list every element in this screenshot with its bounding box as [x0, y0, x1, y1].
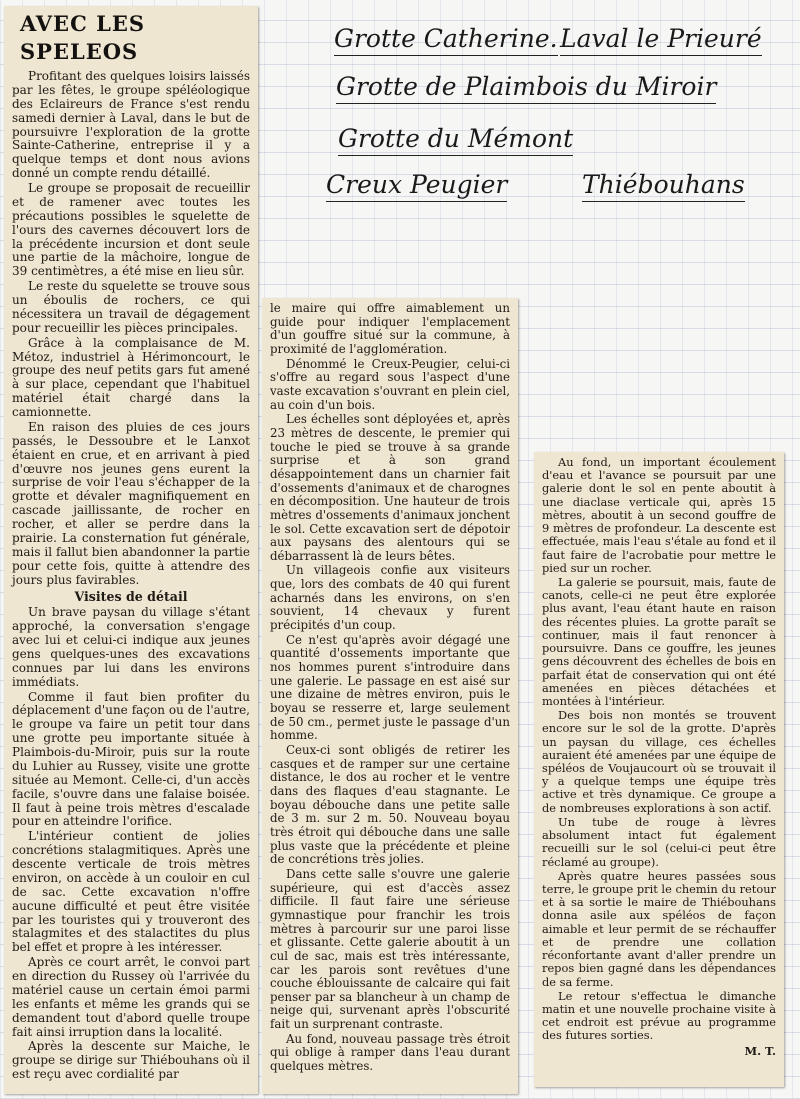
- author-signature: M. T.: [744, 1043, 776, 1058]
- handwritten-cave-1: Grotte Catherine.: [334, 24, 558, 56]
- section-subheading: Visites de détail: [74, 589, 188, 605]
- paragraph: Un villageois confie aux visiteurs que, lors des combats de 40 qui furent acharnés dans les environs, on s'en souvient, 14 chevaux y furent précipités d'un coup.: [270, 563, 510, 633]
- article-title: AVEC LES SPELEOS: [20, 11, 146, 64]
- newspaper-clipping-column-1: [4, 6, 258, 1094]
- paragraph: le maire qui offre aimablement un guide pour indiquer l'emplacement d'un gouffre situé sur la commune, à proximité de l'agglomération.: [270, 301, 510, 356]
- paragraph: Après ce court arrêt, le convoi part en direction du Russey où l'arrivée du matériel cause un certain émoi parmi les enfants et même les grands qui se demandent tout d'abord quelle troupe fait ainsi irruption dans la localité.: [12, 955, 250, 1039]
- paragraph: Un tube de rouge à lèvres absolument intact fut également recueilli sur le sol (celui-ci peut être réclamé au groupe).: [542, 814, 776, 869]
- paragraph: Le reste du squelette se trouve sous un éboulis de rochers, ce qui nécessitera un travail de dégagement pour recueillir les pièces principales.: [12, 279, 250, 335]
- handwritten-cave-4: Creux Peugier: [326, 170, 507, 202]
- paragraph: Des bois non montés se trouvent encore sur le sol de la grotte. D'après un paysan du village, ces échelles auraient été amenées par une équipe de spéléos de Voujaucourt où se trouvait il y a quelque temps une équipe très active et très dynamique. Ce groupe a de nombreuses explorations à son actif.: [542, 708, 776, 815]
- newspaper-clipping-column-2: [262, 298, 518, 1094]
- paragraph: Grâce à la complaisance de M. Métoz, industriel à Hérimoncourt, le groupe des neuf petits gars fut amené à sur place, cependant que l'habituel matériel était chargé dans la camionnette.: [12, 335, 250, 419]
- paragraph: Ce n'est qu'après avoir dégagé une quantité d'ossements importante que nos hommes purent s'introduire dans une galerie. Le passage en est aisé sur une dizaine de mètres environ, puis le boyau se resserre et, large seulement de 50 cm., permet juste le passage d'un homme.: [270, 632, 510, 743]
- paragraph: Au fond, un important écoulement d'eau et l'avance se poursuit par une galerie dont le sol en pente aboutit à une diaclase verticale qui, après 15 mètres, aboutit à un second gouffre de 9 mètres de profondeur. La descente est effectuée, mais l'eau s'étale au fond et il faut faire de l'acrobatie pour mettre le pied sur un rocher.: [542, 455, 776, 575]
- paragraph: Après la descente sur Maiche, le groupe se dirige sur Thiébouhans où il est reçu avec cordialité par: [12, 1039, 250, 1082]
- handwritten-cave-3: Grotte du Mémont: [338, 124, 573, 156]
- paragraph: Les échelles sont déployées et, après 23 mètres de descente, le premier qui touche le pied se trouve à sa grande surprise et à son grand désappointement dans un charnier fait d'ossements d'animaux et de charognes en décomposition. Une hauteur de trois mètres d'ossements d'animaux jonchent le sol. Cette excavation sert de dépotoir aux paysans des alentours qui se débarrassent là de leurs bêtes.: [270, 412, 510, 563]
- paragraph: Au fond, nouveau passage très étroit qui oblige à ramper dans l'eau durant quelques mètres.: [270, 1031, 510, 1074]
- handwritten-location-4: Thiébouhans: [582, 170, 745, 202]
- paragraph: Ceux-ci sont obligés de retirer les casques et de ramper sur une certaine distance, le dos au rocher et le ventre dans des flaques d'eau stagnante. Le boyau débouche dans une petite salle de 3 m. sur 2 m. 50. Nouveau boyau très étroit qui débouche dans une salle plus vaste que la précédente et pleine de concrétions très jolies.: [270, 743, 510, 867]
- paragraph: Dans cette salle s'ouvre une galerie supérieure, qui est d'accès assez difficile. Il faut faire une sérieuse gymnastique pour franchir les trois mètres à parcourir sur une paroi lisse et glissante. Cette galerie aboutit à un cul de sac, mais est très intéressante, car les parois sont revêtues d'une couche éblouissante de calcaire qui fait penser par sa blancheur à un champ de neige qui, survenant après l'obscurité fait un surprenant contraste.: [270, 866, 510, 1032]
- paragraph: En raison des pluies de ces jours passés, le Dessoubre et le Lanxot étaient en crue, et en arrivant à pied d'œuvre nos jeunes gens eurent la surprise de voir l'eau s'échapper de la grotte et dévaler magnifiquement en cascade jaillissante, de rocher en rocher, et aller se perdre dans la prairie. La consternation fut générale, mais il fallut bien abandonner la partie pour cette fois, quitte à attendre des jours plus favirables.: [12, 419, 250, 587]
- paragraph: L'intérieur contient de jolies concrétions stalagmitiques. Après une descente verticale de trois mètres environ, on accède à un couloir en cul de sac. Cette excavation n'offre aucune difficulté et peut être visitée par les touristes qui y trouveront des stalagmites et des stalactites du plus bel effet et propre à les intéresser.: [12, 829, 250, 955]
- paragraph: La galerie se poursuit, mais, faute de canots, celle-ci ne peut être explorée plus avant, l'eau étant haute en raison des récentes pluies. La grotte paraît se continuer, mais il faut renoncer à poursuivre. Dans ce gouffre, les jeunes gens découvrent des échelles de bois en parfait état de conservation qui ont été amenées en pièces détachées et montées à l'intérieur.: [542, 574, 776, 708]
- paragraph: Dénommé le Creux-Peugier, celui-ci s'offre au regard sous l'aspect d'une vaste excavation s'ouvrant en plein ciel, au coin d'un bois.: [270, 356, 510, 412]
- handwritten-location-1: Laval le Prieuré: [560, 24, 762, 56]
- paragraph: Le retour s'effectua le dimanche matin et une nouvelle prochaine visite à cet endroit est prévue au programme des futures sorties.: [542, 988, 776, 1043]
- paragraph: Après quatre heures passées sous terre, le groupe prit le chemin du retour et à sa sortie le maire de Thiébouhans donna asile aux spéléos de façon aimable et leur permit de se réchauffer et de prendre une collation réconfortante avant d'aller prendre un repos bien gagné dans les dépendances de sa ferme.: [542, 868, 776, 989]
- paragraph: Comme il faut bien profiter du déplacement d'une façon ou de l'autre, le groupe va faire un petit tour dans une grotte peu importante située à Plaimbois-du-Miroir, puis sur la route du Luhier au Russey, visite une grotte située au Memont. Celle-ci, d'un accès facile, s'ouvre dans une falaise boisée. Il faut à peine trois mètres d'escalade pour en atteindre l'orifice.: [12, 689, 250, 829]
- paragraph: Profitant des quelques loisirs laissés par les fêtes, le groupe spéléologique des Eclaireurs de France s'est rendu samedi dernier à Laval, dans le but de poursuivre l'exploration de la grotte Sainte-Catherine, entreprise il y a quelque temps et dont nous avions donné un compte rendu détaillé.: [12, 69, 250, 181]
- paragraph: Un brave paysan du village s'étant approché, la conversation s'engage avec lui et celui-ci indique aux jeunes gens quelques-unes des excavations connues par lui dans les environs immédiats.: [12, 605, 250, 689]
- paragraph: Le groupe se proposait de recueillir et de ramener avec toutes les précautions possibles le squelette de l'ours des cavernes découvert lors de la précédente incursion et dont seule une partie de la mâchoire, longue de 39 centimètres, a été mise en lieu sûr.: [12, 181, 250, 279]
- newspaper-clipping-column-3: [534, 452, 784, 1087]
- handwritten-cave-2: Grotte de Plaimbois du Miroir: [336, 72, 716, 104]
